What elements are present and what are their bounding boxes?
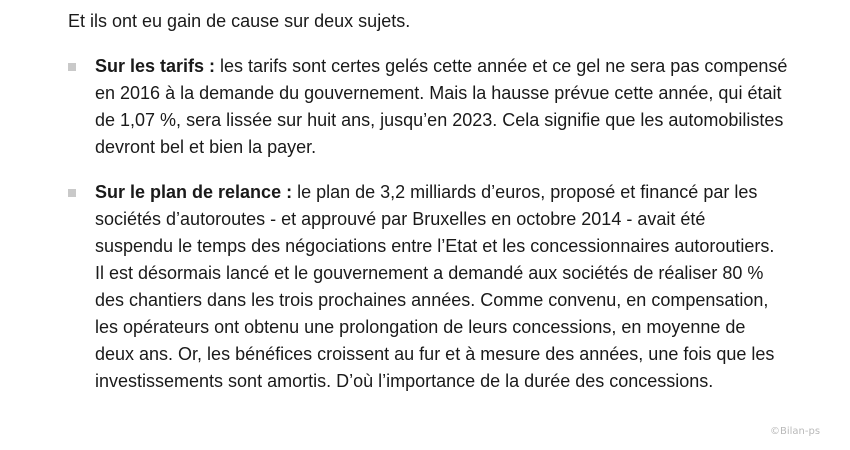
intro-paragraph: Et ils ont eu gain de cause sur deux sujets.: [68, 11, 411, 31]
list-item: [68, 53, 788, 161]
square-bullet-icon: [68, 189, 76, 197]
square-bullet-icon: [68, 63, 76, 71]
list-item: [68, 179, 788, 395]
bullet-title: Sur les tarifs :: [95, 56, 221, 76]
article-body: [68, 8, 788, 413]
watermark: ©Bilan-ps: [770, 426, 821, 437]
bullet-text: le plan de 3,2 milliards d’euros, proposé et financé par les sociétés d’autoroutes - et approuvé par Bruxelles en octobre 2014 - avait été suspendu le temps des négociations entre l’Etat et les concessionnaires autoroutiers. Il est désormais lancé et le gouvernement a demandé aux sociétés de réaliser 80 % des chantiers dans les trois prochaines années. Comme convenu, en compensation, les opérateurs ont obtenu une prolongation de leurs concessions, en moyenne de deux ans. Or, les bénéfices croissent au fur et à mesure des années, une fois que les investissements sont amortis. D’où l’importance de la durée des concessions.: [95, 182, 775, 391]
bullet-list: [68, 53, 788, 395]
bullet-title: Sur le plan de relance :: [95, 182, 298, 202]
bullet-text: les tarifs sont certes gelés cette année et ce gel ne sera pas compensé en 2016 à la demande du gouvernement. Mais la hausse prévue cette année, qui était de 1,07 %, sera lissée sur huit ans, jusqu’en 2023. Cela signifie que les automobilistes devront bel et bien la payer.: [95, 56, 788, 157]
